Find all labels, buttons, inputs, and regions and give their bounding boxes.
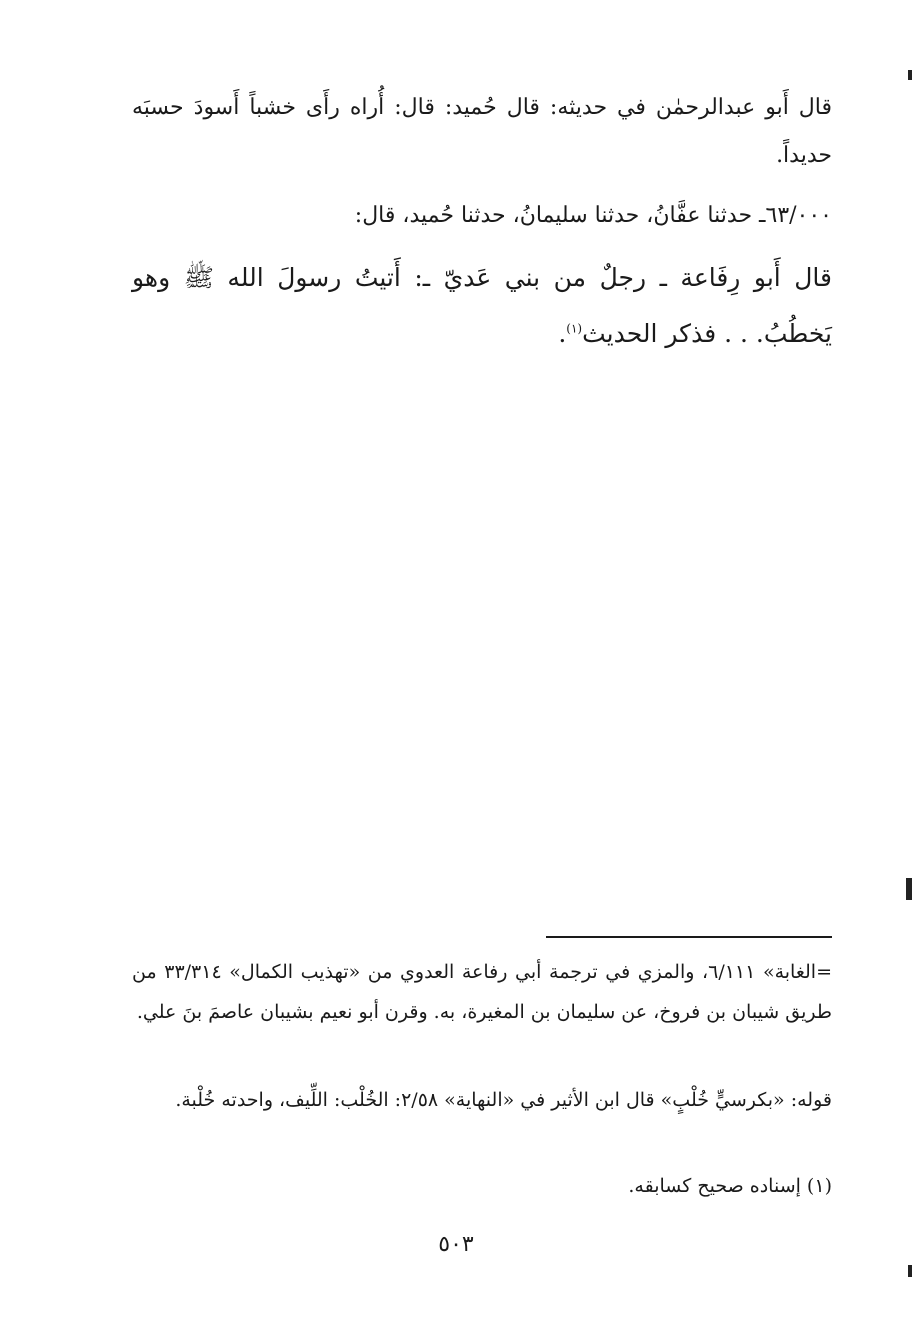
- footnote-ref-1: (١): [566, 321, 583, 336]
- footnote-continuation: =الغابة» ٦/١١١، والمزي في ترجمة أبي رفاعة العدوي من «تهذيب الكمال» ٣٣/٣١٤ من طريق شيبان بن فروخ، عن سليمان بن المغيرة، به. وقرن أبو نعيم بشيبان عاصمَ بنَ علي.: [132, 961, 832, 1023]
- hadith-matn-paragraph: [132, 250, 832, 362]
- hadith-isnad-line: ٦٣/٠٠٠ـ حدثنا عفَّانُ، حدثنا سليمانُ، حدثنا حُميد، قال:: [354, 203, 832, 228]
- footnote-explanation: قوله: «بكرسيٍّ خُلْبٍ» قال ابن الأثير في «النهاية» ٢/٥٨: الخُلْب: اللِّيف، واحدته خُلْبة.: [175, 1089, 832, 1111]
- footnote-separator: [546, 936, 832, 938]
- hadith-matn-text: قال أَبو رِفَاعة ـ رجلٌ من بني عَديّ ـ: أَتيتُ رسولَ الله ﷺ وهو يَخطُبُ. . . فذكر الحديث: [132, 263, 832, 348]
- scan-edge-mark-bottom: [908, 1265, 912, 1277]
- footnote-1: (١) إسناده صحيح كسابقه.: [628, 1175, 832, 1197]
- scan-edge-mark-middle: [906, 878, 912, 900]
- page-number: ٥٠٣: [438, 1232, 474, 1257]
- scan-edge-mark-top: [908, 70, 912, 80]
- body-paragraph-1: قال أَبو عبدالرحمٰن في حديثه: قال حُميد: قال: أُراه رأَى خشباً أَسودَ حسبَه حديداً.: [132, 95, 832, 168]
- hadith-matn-end: .: [558, 319, 567, 348]
